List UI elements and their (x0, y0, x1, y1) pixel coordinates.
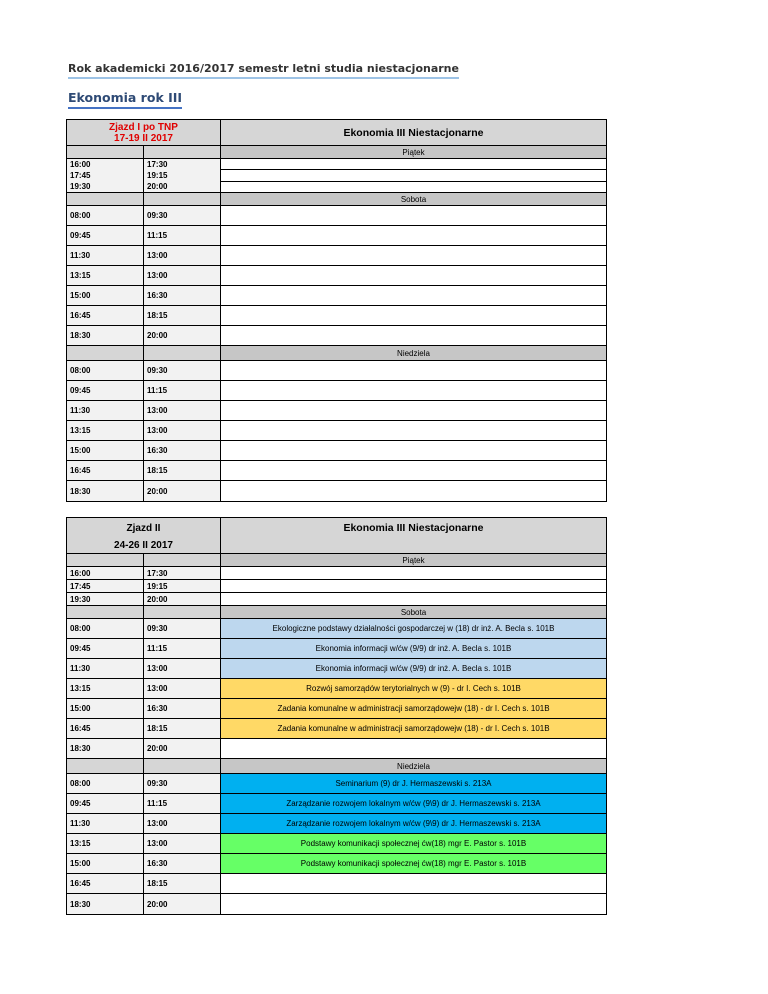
table-row (67, 874, 606, 894)
subject-cell: Zarządzanie rozwojem lokalnym w/ćw (9\9) dr J. Hermaszewski s. 213A (221, 794, 606, 813)
subject-cell: Seminarium (9) dr J. Hermaszewski s. 213A (221, 774, 606, 793)
time-end: 20:00 (144, 326, 221, 345)
subject-cell (221, 593, 606, 605)
time-start: 15:00 (67, 286, 144, 305)
subject-cell (221, 286, 606, 305)
time-start: 13:15 (67, 834, 144, 853)
table-row (67, 834, 606, 854)
time-start: 17:45 (70, 171, 91, 180)
time-end: 11:15 (144, 381, 221, 400)
subject-cell (221, 461, 606, 480)
time-end: 18:15 (144, 719, 221, 738)
day-label: Niedziela (221, 759, 606, 773)
subject-cell: Rozwój samorządów terytorialnych w (9) - dr I. Cech s. 101B (221, 679, 606, 698)
time-start: 08:00 (67, 206, 144, 225)
schedule-table-zjazd-1 (66, 119, 607, 502)
time-end: 17:30 (144, 567, 221, 579)
subject-cells (221, 159, 606, 192)
subject-cell (221, 361, 606, 380)
document-title: Rok akademicki 2016/2017 semestr letni studia niestacjonarne (68, 62, 459, 79)
time-end: 16:30 (144, 441, 221, 460)
time-start: 13:15 (67, 421, 144, 440)
zjazd-label (67, 518, 221, 553)
table-row (67, 326, 606, 346)
time-end: 13:00 (144, 421, 221, 440)
table-row (67, 286, 606, 306)
table-row (67, 401, 606, 421)
time-start: 16:45 (67, 874, 144, 893)
day-header-niedziela (67, 759, 606, 774)
subject-cell: Ekonomia informacji w/ćw (9/9) dr inż. A. Becla s. 101B (221, 639, 606, 658)
time-start: 16:00 (67, 567, 144, 579)
subject-cell: Ekonomia informacji w/ćw (9/9) dr inż. A. Becla s. 101B (221, 659, 606, 678)
subject-cell (221, 580, 606, 592)
time-start: 15:00 (67, 699, 144, 718)
table-row (67, 206, 606, 226)
time-end: 16:30 (144, 699, 221, 718)
time-end: 18:15 (144, 306, 221, 325)
subject-cell (221, 226, 606, 245)
subject-cell: Zadania komunalne w administracji samorządowejw (18) - dr I. Cech s. 101B (221, 699, 606, 718)
subject-cell (221, 326, 606, 345)
table-row (67, 794, 606, 814)
day-label: Sobota (221, 193, 606, 205)
time-start: 16:00 (70, 160, 91, 169)
time-start: 16:45 (67, 306, 144, 325)
time-start: 15:00 (67, 441, 144, 460)
time-start: 13:15 (67, 679, 144, 698)
time-start: 16:45 (67, 461, 144, 480)
time-start: 13:15 (67, 266, 144, 285)
time-end: 20:00 (144, 894, 221, 914)
table-row (67, 593, 606, 606)
time-end: 13:00 (144, 266, 221, 285)
subject-cell: Podstawy komunikacji społecznej ćw(18) mgr E. Pastor s. 101B (221, 854, 606, 873)
subject-cell (221, 739, 606, 758)
subject-cell: Zarządzanie rozwojem lokalnym w/ćw (9\9) dr J. Hermaszewski s. 213A (221, 814, 606, 833)
subject-cell (221, 206, 606, 225)
subject-cell (221, 421, 606, 440)
subject-cell (221, 401, 606, 420)
time-end: 13:00 (144, 659, 221, 678)
table-row (67, 739, 606, 759)
subject-cell: Ekologiczne podstawy działalności gospodarczej w (18) dr inż. A. Becla s. 101B (221, 619, 606, 638)
table-row (67, 481, 606, 501)
day-header-sobota (67, 193, 606, 206)
day-label: Niedziela (221, 346, 606, 360)
time-start: 11:30 (67, 814, 144, 833)
table-row (67, 159, 606, 193)
time-end: 09:30 (144, 619, 221, 638)
time-start: 11:30 (67, 659, 144, 678)
time-end: 13:00 (144, 679, 221, 698)
zjazd-label (67, 120, 221, 145)
subject-cell: Zadania komunalne w administracji samorządowejw (18) - dr I. Cech s. 101B (221, 719, 606, 738)
zjazd-name: Zjazd I po TNP (109, 121, 178, 133)
subject-cell (221, 874, 606, 893)
time-start: 18:30 (67, 326, 144, 345)
time-end: 18:15 (144, 874, 221, 893)
time-end: 11:15 (144, 226, 221, 245)
time-start: 09:45 (67, 794, 144, 813)
subject-cell (221, 246, 606, 265)
time-end: 13:00 (144, 401, 221, 420)
time-end: 20:00 (144, 481, 221, 501)
table-row (67, 567, 606, 580)
time-end: 09:30 (144, 206, 221, 225)
time-end: 13:00 (144, 246, 221, 265)
end-times (144, 159, 221, 192)
time-start: 08:00 (67, 774, 144, 793)
time-start: 19:30 (70, 182, 91, 191)
day-header-niedziela (67, 346, 606, 361)
start-times (67, 159, 144, 192)
time-end: 16:30 (144, 286, 221, 305)
table-row (67, 659, 606, 679)
table-row (67, 461, 606, 481)
table-row (67, 894, 606, 914)
day-label: Piątek (221, 146, 606, 158)
table-row (67, 854, 606, 874)
day-label: Sobota (221, 606, 606, 618)
subject-cell (221, 894, 606, 914)
table-row (67, 381, 606, 401)
time-end: 18:15 (144, 461, 221, 480)
time-end: 09:30 (144, 774, 221, 793)
time-end: 20:00 (144, 739, 221, 758)
time-start: 08:00 (67, 361, 144, 380)
time-start: 18:30 (67, 739, 144, 758)
time-start: 09:45 (67, 639, 144, 658)
time-start: 09:45 (67, 381, 144, 400)
subject-cell: Podstawy komunikacji społecznej ćw(18) mgr E. Pastor s. 101B (221, 834, 606, 853)
time-end: 13:00 (144, 814, 221, 833)
time-end: 20:00 (144, 593, 221, 605)
day-header-sobota (67, 606, 606, 619)
time-end: 20:00 (147, 182, 168, 191)
table-header (67, 120, 606, 146)
zjazd-dates: 17-19 II 2017 (114, 132, 173, 144)
subject-cell (221, 441, 606, 460)
table-row (67, 814, 606, 834)
time-end: 17:30 (147, 160, 168, 169)
table-row (67, 306, 606, 326)
time-start: 16:45 (67, 719, 144, 738)
table-row (67, 441, 606, 461)
subject-cell (221, 567, 606, 579)
table-row (67, 774, 606, 794)
time-end: 19:15 (144, 580, 221, 592)
time-end: 19:15 (147, 171, 168, 180)
day-header-piatek (67, 554, 606, 567)
table-row (67, 246, 606, 266)
time-end: 13:00 (144, 834, 221, 853)
time-end: 16:30 (144, 854, 221, 873)
day-header-piatek (67, 146, 606, 159)
table-row (67, 619, 606, 639)
table-row (67, 226, 606, 246)
table-row (67, 699, 606, 719)
table-row (67, 266, 606, 286)
time-start: 15:00 (67, 854, 144, 873)
table-row (67, 361, 606, 381)
table-row (67, 679, 606, 699)
time-start: 08:00 (67, 619, 144, 638)
time-start: 17:45 (67, 580, 144, 592)
program-title: Ekonomia III Niestacjonarne (343, 522, 484, 534)
zjazd-name: Zjazd II (126, 523, 161, 534)
subject-cell (221, 306, 606, 325)
time-start: 11:30 (67, 246, 144, 265)
subject-cell (221, 381, 606, 400)
time-end: 11:15 (144, 794, 221, 813)
time-start: 18:30 (67, 481, 144, 501)
table-row (67, 719, 606, 739)
day-label: Piątek (221, 554, 606, 566)
time-start: 09:45 (67, 226, 144, 245)
document-subtitle: Ekonomia rok III (68, 90, 182, 109)
time-end: 11:15 (144, 639, 221, 658)
table-row (67, 580, 606, 593)
table-header (67, 518, 606, 554)
time-end: 09:30 (144, 361, 221, 380)
time-start: 11:30 (67, 401, 144, 420)
time-start: 18:30 (67, 894, 144, 914)
table-row (67, 421, 606, 441)
zjazd-dates: 24-26 II 2017 (114, 540, 173, 551)
subject-cell (221, 266, 606, 285)
table-row (67, 639, 606, 659)
program-title: Ekonomia III Niestacjonarne (343, 126, 484, 139)
schedule-table-zjazd-2 (66, 517, 607, 915)
subject-cell (221, 481, 606, 501)
time-start: 19:30 (67, 593, 144, 605)
